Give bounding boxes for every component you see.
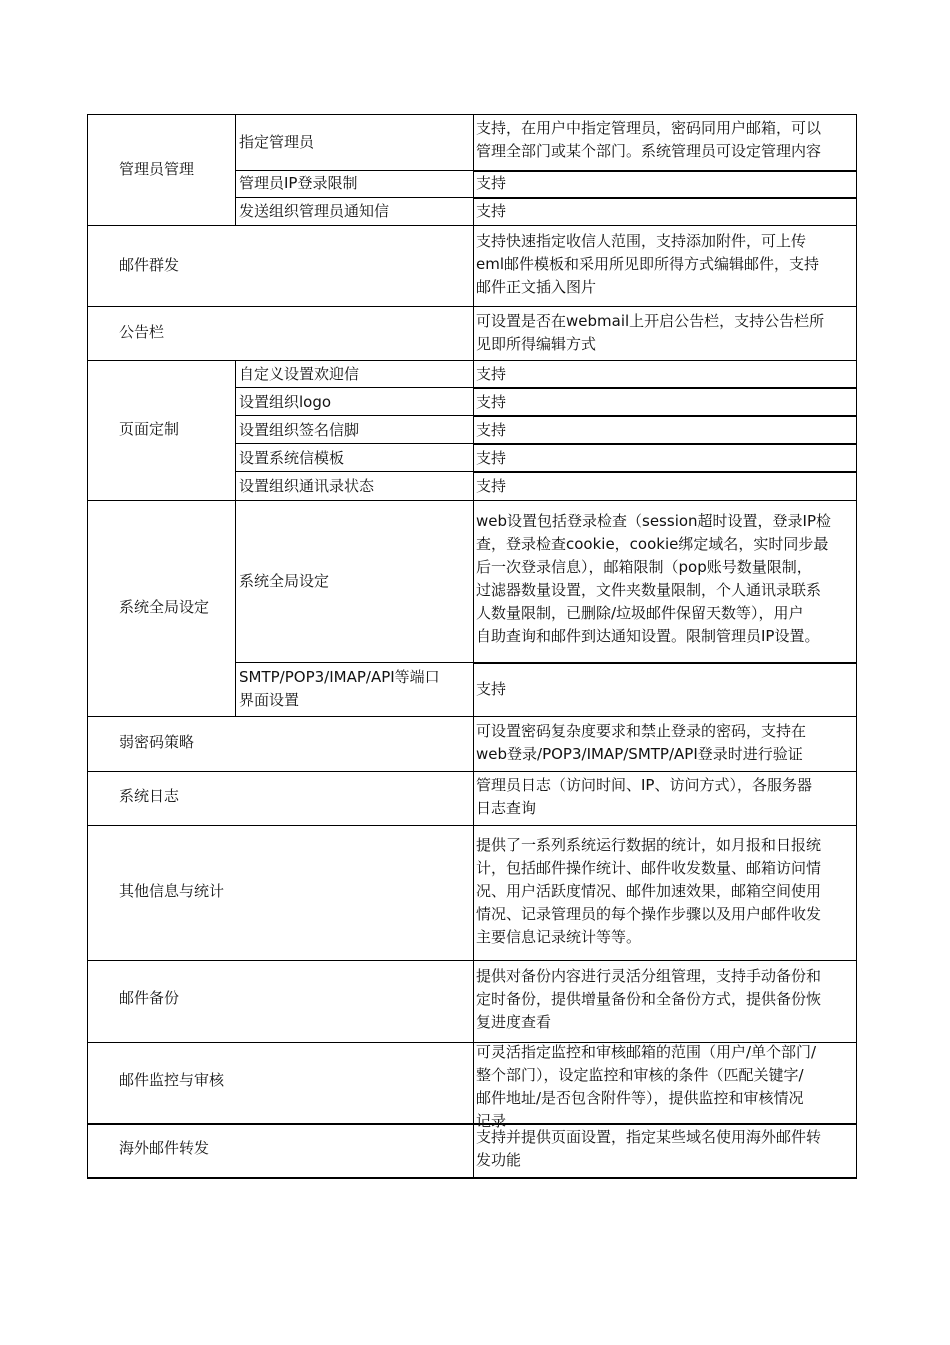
row-divider [87,960,857,961]
description-line: 计，包括邮件操作统计、邮件收发数量、邮箱访问情 [476,859,822,877]
sub-column-divider [235,360,236,500]
sub-item-label: 设置组织logo [239,393,332,411]
description-line: 支持 [476,202,507,220]
description-line: 支持 [476,393,507,411]
sub-item-label: 发送组织管理员通知信 [239,202,390,220]
row-divider [87,716,857,717]
desc-sub-divider [473,471,857,473]
desc-sub-divider [473,170,857,172]
description-line: 提供了一系列系统运行数据的统计，如月报和日报统 [476,836,822,854]
description-line: 可设置是否在webmail上开启公告栏，支持公告栏所 [476,312,825,330]
category-label: 系统日志 [119,787,180,805]
description-line: 邮件正文插入图片 [476,278,597,296]
description-line: 支持 [476,449,507,467]
desc-sub-divider [473,197,857,199]
desc-sub-divider [473,415,857,417]
category-label: 邮件监控与审核 [119,1071,225,1089]
category-label: 管理员管理 [119,160,195,178]
sub-column-divider [235,500,236,716]
description-line: 情况、记录管理员的每个操作步骤以及用户邮件收发 [476,905,822,923]
row-divider [87,1177,857,1179]
description-line: 支持 [476,365,507,383]
sub-item-label: 指定管理员 [239,133,315,151]
description-line: 复进度查看 [476,1013,552,1031]
description-line: web设置包括登录检查（session超时设置，登录IP检 [476,512,832,530]
category-label: 邮件备份 [119,989,180,1007]
sub-item-label: 设置组织签名信脚 [239,421,360,439]
row-divider [87,1123,857,1125]
description-line: 记录 [476,1112,507,1130]
sub-item-label: 设置系统信模板 [239,449,345,467]
table-border-left [87,114,88,1178]
desc-column-divider [473,114,474,1178]
description-line: 支持并提供页面设置，指定某些域名使用海外邮件转 [476,1128,822,1146]
sub-item-label: 系统全局设定 [239,572,330,590]
description-line: 人数量限制，已删除/垃圾邮件保留天数等），用户 [476,604,804,622]
desc-sub-divider [473,443,857,445]
row-divider [87,306,857,307]
description-line: 提供对备份内容进行灵活分组管理，支持手动备份和 [476,967,822,985]
description-line: 况、用户活跃度情况、邮件加速效果，邮箱空间使用 [476,882,822,900]
row-divider [87,500,857,501]
description-line: 支持快速指定收信人范围，支持添加附件，可上传 [476,232,807,250]
row-divider [87,225,857,226]
table-border-top [87,114,857,115]
description-line: 查，登录检查cookie，cookie绑定域名，实时同步最 [476,535,829,553]
description-line: 可设置密码复杂度要求和禁止登录的密码，支持在 [476,722,807,740]
description-line: 支持 [476,477,507,495]
description-line: 管理全部门或某个部门。系统管理员可设定管理内容 [476,142,822,160]
row-divider [87,771,857,772]
description-line: 过滤器数量设置，文件夹数量限制，个人通讯录联系 [476,581,822,599]
sub-item-label: 管理员IP登录限制 [239,174,358,192]
description-line: web登录/POP3/IMAP/SMTP/API登录时进行验证 [476,745,803,763]
row-divider [87,825,857,826]
category-label: 海外邮件转发 [119,1139,210,1157]
sub-item-label: 自定义设置欢迎信 [239,365,360,383]
sub-item-label: 设置组织通讯录状态 [239,477,375,495]
description-line: 见即所得编辑方式 [476,335,597,353]
desc-sub-divider [473,387,857,389]
sub-item-label: 界面设置 [239,691,300,709]
row-divider [87,360,857,361]
description-line: 日志查询 [476,799,537,817]
description-line: 发功能 [476,1151,522,1169]
description-line: 邮件地址/是否包含附件等），提供监控和审核情况 [476,1089,804,1107]
category-label: 弱密码策略 [119,733,195,751]
description-line: 自助查询和邮件到达通知设置。限制管理员IP设置。 [476,627,820,645]
description-line: 支持 [476,421,507,439]
description-line: eml邮件模板和采用所见即所得方式编辑邮件，支持 [476,255,820,273]
description-line: 可灵活指定监控和审核邮箱的范围（用户/单个部门/ [476,1043,817,1061]
table-border-right [856,114,857,1178]
desc-sub-divider [473,662,857,664]
category-label: 公告栏 [119,323,165,341]
description-line: 支持，在用户中指定管理员，密码同用户邮箱，可以 [476,119,822,137]
description-line: 支持 [476,174,507,192]
description-line: 后一次登录信息），邮箱限制（pop账号数量限制， [476,558,812,576]
sub-item-label: SMTP/POP3/IMAP/API等端口 [239,668,440,686]
description-line: 整个部门），设定监控和审核的条件（匹配关键字/ [476,1066,804,1084]
description-line: 定时备份，提供增量备份和全备份方式，提供备份恢 [476,990,822,1008]
description-line: 管理员日志（访问时间、IP、访问方式），各服务器 [476,776,812,794]
description-line: 支持 [476,680,507,698]
category-label: 邮件群发 [119,256,180,274]
category-label: 其他信息与统计 [119,882,225,900]
category-label: 页面定制 [119,420,180,438]
description-line: 主要信息记录统计等等。 [476,928,642,946]
category-label: 系统全局设定 [119,598,210,616]
